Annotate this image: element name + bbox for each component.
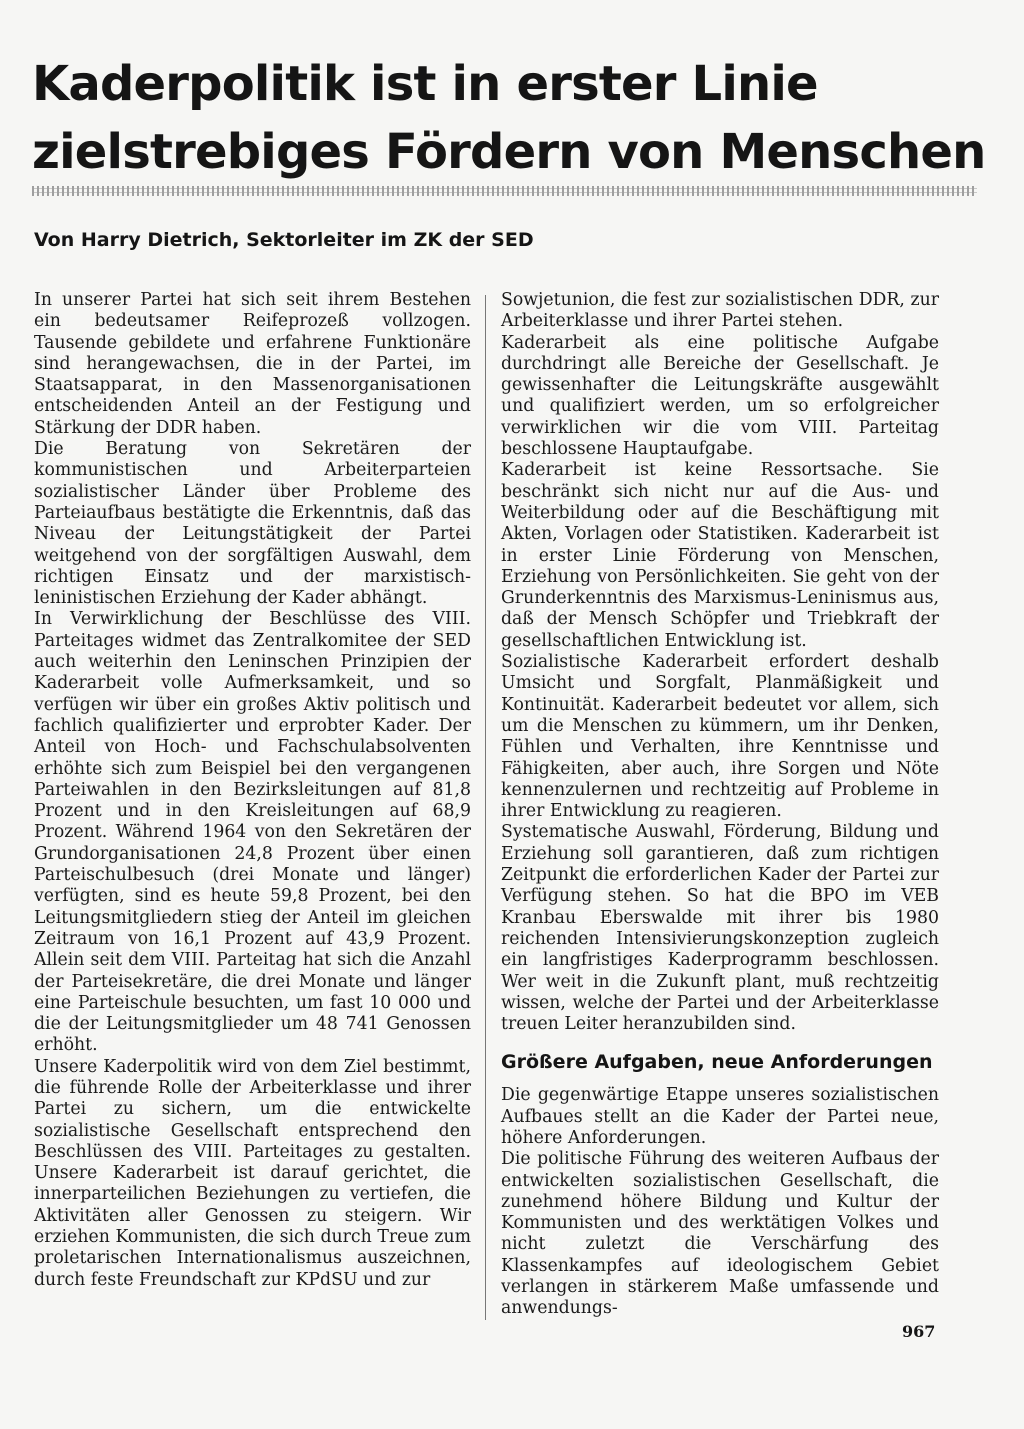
paragraph: Die politische Führung des weiteren Aufbaus der entwickelten sozialistischen Gesellschaft, die zunehmend höhere Bildung und Kultur der Kommunisten und des werktätigen Volkes und nicht zuletzt die Verschärfung des Klassenkampfes auf ideologischem Gebiet verlangen in stärkerem Maße umfassende und anwendungs- xyxy=(501,1149,939,1319)
left-column xyxy=(34,290,471,1291)
paragraph: Sozialistische Kaderarbeit erfordert deshalb Umsicht und Sorgfalt, Planmäßigkeit und Kontinuität. Kaderarbeit bedeutet vor allem, sich um die Menschen zu kümmern, um ihr Denken, Fühlen und Verhalten, ihre Kenntnisse und Fähigkeiten, aber auch, ihre Sorgen und Nöte kennenzulernen und rechtzeitig auf Probleme in ihrer Entwicklung zu reagieren. xyxy=(501,652,939,822)
paragraph: Kaderarbeit als eine politische Aufgabe durchdringt alle Bereiche der Gesellschaft. Je gewissenhafter die Leitungskräfte ausgewählt und qualifiziert werden, um so erfolgreicher verwirklichen wir die vom VIII. Parteitag beschlossene Hauptaufgabe. xyxy=(501,332,939,460)
paragraph: Die Beratung von Sekretären der kommunistischen und Arbeiterparteien sozialistischer Länder über Probleme des Parteiaufbaus bestätigte die Erkenntnis, daß das Niveau der Leitungstätigkeit der Partei weitgehend von der sorgfältigen Auswahl, dem richtigen Einsatz und der marxistisch-leninistischen Erziehung der Kader abhängt. xyxy=(34,439,471,609)
paragraph: In unserer Partei hat sich seit ihrem Bestehen ein bedeutsamer Reifeprozeß vollzogen. Tausende gebildete und erfahrene Funktionäre sind herangewachsen, die in der Partei, im Staatsapparat, in den Massenorganisationen entscheidenden Anteil an der Festigung und Stärkung der DDR haben. xyxy=(34,290,471,438)
article-headline xyxy=(32,50,992,186)
decorative-rule xyxy=(32,186,977,196)
paragraph: Die gegenwärtige Etappe unseres sozialistischen Aufbaues stellt an die Kader der Partei neue, höhere Anforderungen. xyxy=(501,1085,939,1148)
paragraph: In Verwirklichung der Beschlüsse des VIII. Parteitages widmet das Zentralkomitee der SED auch weiterhin den Leninschen Prinzipien der Kaderarbeit volle Aufmerksamkeit, und so verfügen wir über ein großes Aktiv politisch und fachlich qualifizierter und erprobter Kader. Der Anteil von Hoch- und Fachschulabsolventen erhöhte sich zum Beispiel bei den vergangenen Parteiwahlen in den Bezirksleitungen auf 81,8 Prozent und in den Kreisleitungen auf 68,9 Prozent. Während 1964 von den Sekretären der Grundorganisationen 24,8 Prozent über einen Parteischulbesuch (drei Monate und länger) verfügten, sind es heute 59,8 Prozent, bei den Leitungsmitgliedern stieg der Anteil im gleichen Zeitraum von 16,1 Prozent auf 43,9 Prozent. Allein seit dem VIII. Parteitag hat sich die Anzahl der Parteisekretäre, die drei Monate und länger eine Parteischule besuchten, um fast 10 000 und die der Leitungsmitglieder um 48 741 Genossen erhöht. xyxy=(34,609,471,1056)
page-number: 967 xyxy=(902,1322,936,1341)
section-subheading: Größere Aufgaben, neue Anforderungen xyxy=(501,1051,933,1074)
article-byline: Von Harry Dietrich, Sektorleiter im ZK der SED xyxy=(34,229,534,251)
right-column xyxy=(501,290,939,1320)
paragraph: Sowjetunion, die fest zur sozialistischen DDR, zur Arbeiterklasse und ihrer Partei stehen. xyxy=(501,290,939,332)
paragraph: Unsere Kaderpolitik wird von dem Ziel bestimmt, die führende Rolle der Arbeiterklasse und ihrer Partei zu sichern, um die entwickelte sozialistische Gesellschaft entsprechend den Beschlüssen des VIII. Parteitages zu gestalten. Unsere Kaderarbeit ist darauf gerichtet, die innerparteilichen Beziehungen zu vertiefen, die Aktivitäten aller Genossen zu steigern. Wir erziehen Kommunisten, die sich durch Treue zum proletarischen Internationalismus auszeichnen, durch feste Freundschaft zur KPdSU und zur xyxy=(34,1056,471,1290)
paragraph: Kaderarbeit ist keine Ressortsache. Sie beschränkt sich nicht nur auf die Aus- und Weiterbildung oder auf die Beschäftigung mit Akten, Vorlagen oder Statistiken. Kaderarbeit ist in erster Linie Förderung von Menschen, Erziehung von Persönlichkeiten. Sie geht von der Grunderkenntnis des Marxismus-Leninismus aus, daß der Mensch Schöpfer und Triebkraft der gesellschaftlichen Entwicklung ist. xyxy=(501,460,939,651)
column-divider xyxy=(485,295,486,1320)
headline-line-2: zielstrebiges Fördern von Menschen xyxy=(32,124,986,180)
paragraph: Systematische Auswahl, Förderung, Bildung und Erziehung soll garantieren, daß zum richtigen Zeitpunkt die erforderlichen Kader der Partei zur Verfügung stehen. So hat die BPO im VEB Kranbau Eberswalde mit ihrer bis 1980 reichenden Intensivierungskonzeption zugleich ein langfristiges Kaderprogramm beschlossen. Wer weit in die Zukunft plant, muß rechtzeitig wissen, welche der Partei und der Arbeiterklasse treuen Leiter heranzubilden sind. xyxy=(501,822,939,1035)
headline-line-1: Kaderpolitik ist in erster Linie xyxy=(32,56,818,112)
